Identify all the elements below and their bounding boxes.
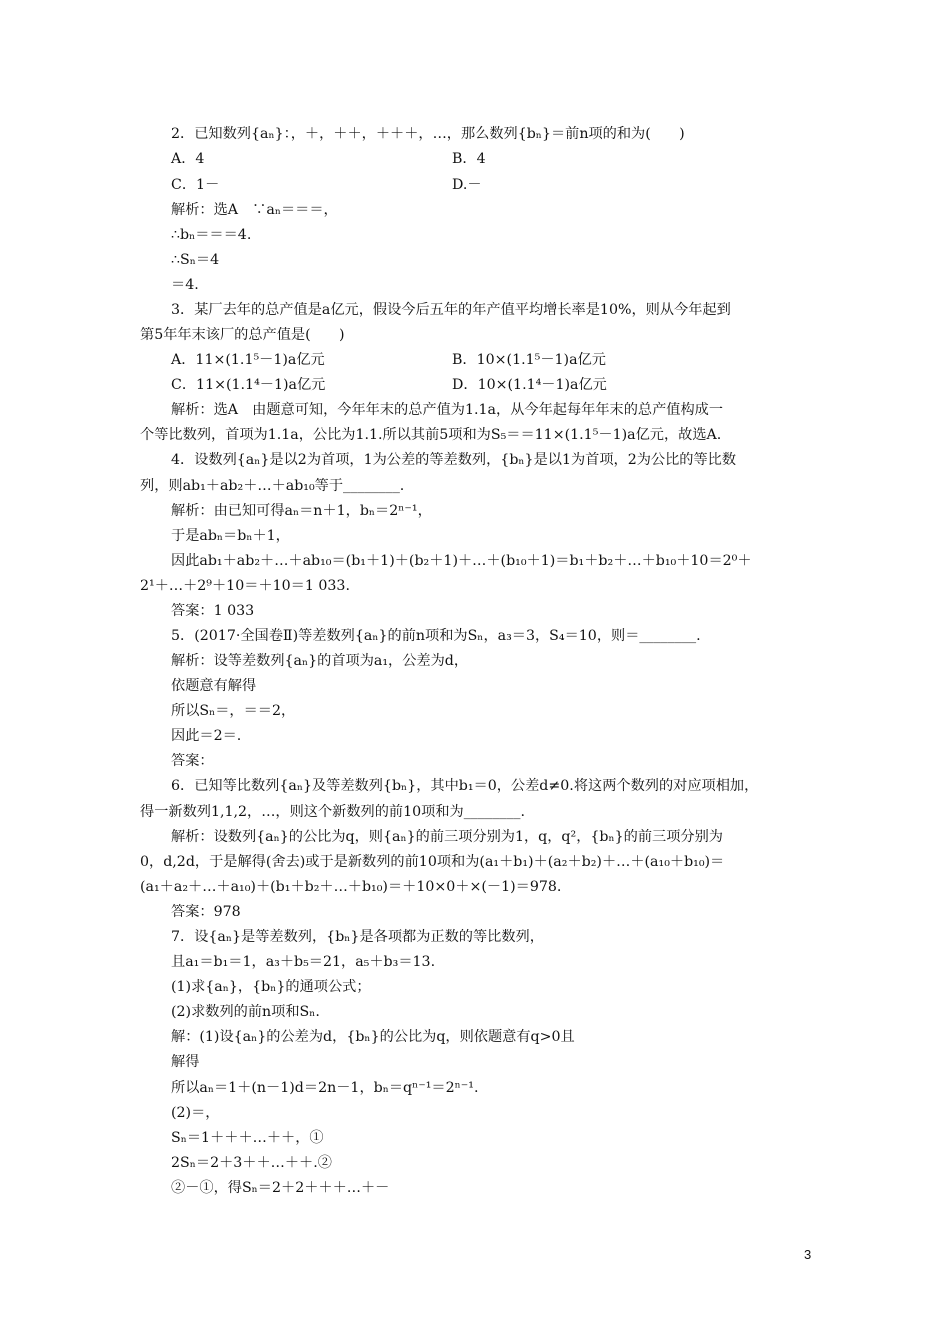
text-line: 解析：设数列{aₙ}的公比为q，则{aₙ}的前三项分别为1，q，q²，{bₙ}的前三项分别为: [171, 829, 723, 845]
text-line: 于是abₙ＝bₙ＋1，: [171, 528, 290, 544]
text-line: 7．设{aₙ}是等差数列，{bₙ}是各项都为正数的等比数列，: [171, 929, 544, 945]
text-line: B．10×(1.1⁵－1)a亿元: [452, 352, 606, 368]
text-line: 所以Sₙ＝，＝＝2，: [171, 703, 296, 719]
text-line: 解析：选A ∵aₙ＝＝＝，: [171, 202, 338, 218]
text-line: ＝4.: [171, 277, 199, 293]
text-line: 解得: [171, 1054, 200, 1070]
text-line: D.－: [452, 177, 482, 193]
text-line: 因此＝2＝.: [171, 728, 242, 744]
text-line: 个等比数列，首项为1.1a，公比为1.1.所以其前5项和为S₅＝＝11×(1.1⁵－1)a亿元，故选A.: [140, 427, 722, 443]
text-line: 解析：选A 由题意可知，今年年末的总产值为1.1a，从今年起每年年末的总产值构成一: [171, 402, 724, 418]
text-line: 4．设数列{aₙ}是以2为首项，1为公差的等差数列，{bₙ}是以1为首项，2为公比的等比数: [171, 452, 737, 468]
text-line: ②－①，得Sₙ＝2＋2＋＋＋…＋－: [171, 1180, 390, 1196]
text-line: 解析：由已知可得aₙ＝n＋1，bₙ＝2ⁿ⁻¹，: [171, 503, 432, 519]
text-line: 依题意有解得: [171, 678, 257, 694]
text-line: C．11×(1.1⁴－1)a亿元: [171, 377, 326, 393]
text-line: ∴Sₙ＝4: [171, 252, 220, 268]
text-line: (2)＝，: [171, 1105, 220, 1121]
text-line: ∴bₙ＝＝＝4.: [171, 227, 252, 243]
text-line: 5．(2017·全国卷Ⅱ)等差数列{aₙ}的前n项和为Sₙ，a₃＝3，S₄＝10，则＝________.: [171, 628, 701, 644]
text-line: B．4: [452, 151, 486, 167]
page-number: 3: [804, 1247, 812, 1262]
text-line: (1)求{aₙ}，{bₙ}的通项公式；: [171, 979, 371, 995]
text-line: 2Sₙ＝2＋3＋＋…＋＋.②: [171, 1155, 332, 1171]
text-line: 答案：: [171, 753, 214, 769]
text-line: 0，d,2d，于是解得(舍去)或于是新数列的前10项和为(a₁＋b₁)＋(a₂＋b₂)＋…＋(a₁₀＋b₁₀)＝: [140, 854, 725, 870]
text-line: 解：(1)设{aₙ}的公差为d，{bₙ}的公比为q，则依题意有q>0且: [171, 1029, 575, 1045]
text-line: A．4: [171, 151, 205, 167]
text-line: 且a₁＝b₁＝1，a₃＋b₅＝21，a₅＋b₃＝13.: [171, 954, 436, 970]
text-line: 答案：1 033: [171, 603, 255, 619]
text-line: A．11×(1.1⁵－1)a亿元: [171, 352, 325, 368]
text-line: 2．已知数列{aₙ}：，＋，＋＋，＋＋＋，…，那么数列{bₙ}＝前n项的和为( ): [171, 126, 685, 142]
text-line: 解析：设等差数列{aₙ}的首项为a₁，公差为d，: [171, 653, 469, 669]
text-line: (a₁＋a₂＋…＋a₁₀)＋(b₁＋b₂＋…＋b₁₀)＝＋10×0＋×(－1)＝978.: [140, 879, 562, 895]
text-line: 2¹＋…＋2⁹＋10＝＋10＝1 033.: [140, 578, 350, 594]
text-line: 6．已知等比数列{aₙ}及等差数列{bₙ}，其中b₁＝0，公差d≠0.将这两个数列的对应项相加，: [171, 778, 759, 794]
text-line: 列，则ab₁＋ab₂＋…＋ab₁₀等于________.: [140, 478, 405, 494]
text-line: 答案：978: [171, 904, 241, 920]
text-line: C．1－: [171, 177, 220, 193]
text-line: 所以aₙ＝1＋(n－1)d＝2n－1，bₙ＝qⁿ⁻¹＝2ⁿ⁻¹.: [171, 1080, 479, 1096]
text-line: Sₙ＝1＋＋＋…＋＋，①: [171, 1130, 324, 1146]
text-line: 得一新数列1,1,2，…，则这个新数列的前10项和为________.: [140, 804, 525, 820]
text-line: (2)求数列的前n项和Sₙ.: [171, 1004, 320, 1020]
text-line: D．10×(1.1⁴－1)a亿元: [452, 377, 607, 393]
text-line: 因此ab₁＋ab₂＋…＋ab₁₀＝(b₁＋1)＋(b₂＋1)＋…＋(b₁₀＋1)＝b₁＋b₂＋…＋b₁₀＋10＝2⁰＋: [171, 553, 752, 569]
text-line: 3．某厂去年的总产值是a亿元，假设今后五年的年产值平均增长率是10%，则从今年起到: [171, 302, 731, 318]
text-line: 第5年年末该厂的总产值是( ): [140, 327, 345, 343]
